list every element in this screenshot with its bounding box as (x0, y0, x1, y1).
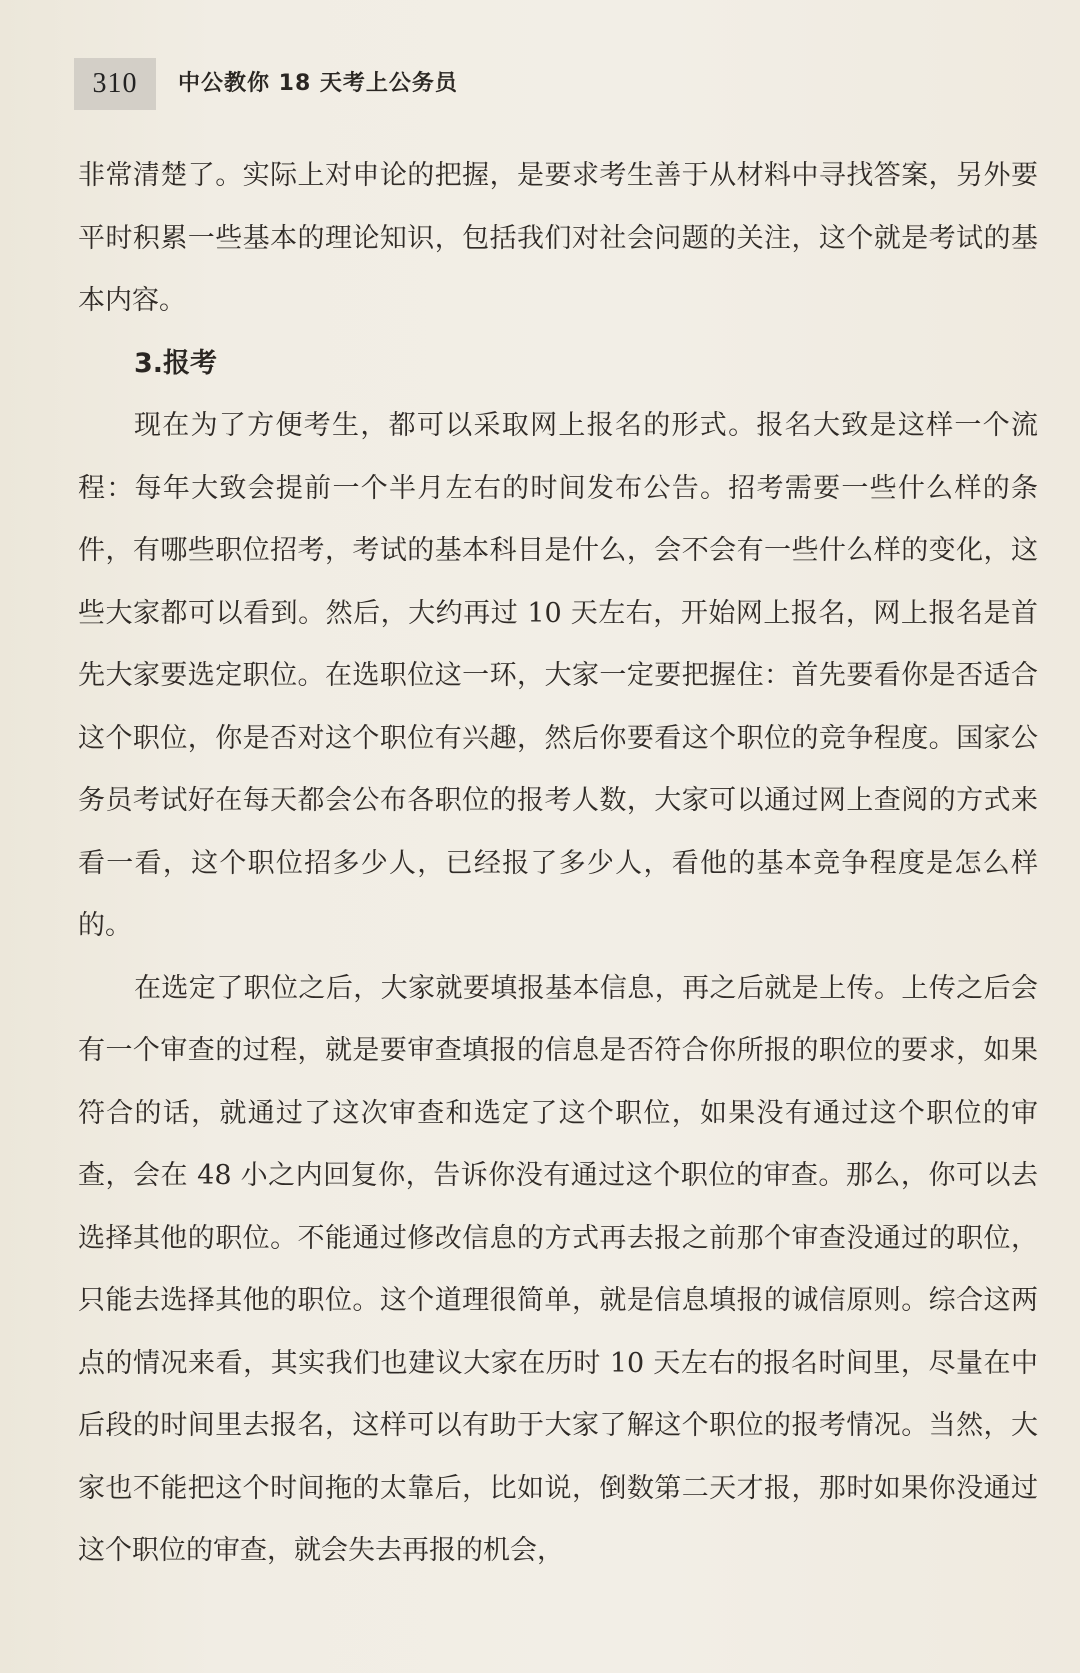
paragraph-after-selection: 在选定了职位之后，大家就要填报基本信息，再之后就是上传。上传之后会有一个审查的过程，就是要审查填报的信息是否符合你所报的职位的要求，如果符合的话，就通过了这次审查和选定了这个职位，如果没有通过这个职位的审查，会在 48 小之内回复你，告诉你没有通过这个职位的审查。那么，你可以去选择其他的职位。不能通过修改信息的方式再去报之前那个审查没通过的职位，只能去选择其他的职位。这个道理很简单，就是信息填报的诚信原则。综合这两点的情况来看，其实我们也建议大家在历时 10 天左右的报名时间里，尽量在中后段的时间里去报名，这样可以有助于大家了解这个职位的报考情况。当然，大家也不能把这个时间拖的太靠后，比如说，倒数第二天才报，那时如果你没通过这个职位的审查，就会失去再报的机会， (78, 972, 1038, 1566)
page-body (78, 145, 1038, 1583)
page-number: 310 (74, 58, 156, 110)
page-header (74, 58, 774, 110)
paragraph-continued: 非常清楚了。实际上对申论的把握，是要求考生善于从材料中寻找答案，另外要平时积累一些基本的理论知识，包括我们对社会问题的关注，这个就是考试的基本内容。 (78, 160, 1038, 316)
book-title: 中公教你 18 天考上公务员 (178, 71, 458, 96)
paragraph-registration-process: 现在为了方便考生，都可以采取网上报名的形式。报名大致是这样一个流程：每年大致会提前一个半月左右的时间发布公告。招考需要一些什么样的条件，有哪些职位招考，考试的基本科目是什么，会不会有一些什么样的变化，这些大家都可以看到。然后，大约再过 10 天左右，开始网上报名，网上报名是首先大家要选定职位。在选职位这一环，大家一定要把握住：首先要看你是否适合这个职位，你是否对这个职位有兴趣，然后你要看这个职位的竞争程度。国家公务员考试好在每天都会公布各职位的报考人数，大家可以通过网上查阅的方式来看一看，这个职位招多少人，已经报了多少人，看他的基本竞争程度是怎么样的。 (78, 410, 1038, 941)
section-heading: 3.报考 (134, 347, 218, 379)
